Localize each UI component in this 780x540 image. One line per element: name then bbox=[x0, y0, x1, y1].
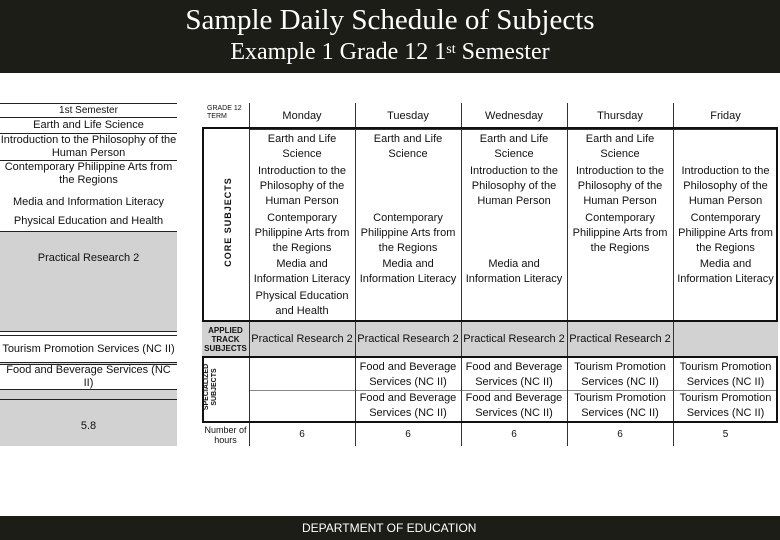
specialized-cell-text: Tourism Promotion Services (NC II) bbox=[679, 360, 772, 388]
applied-track-label-text: APPLIED TRACK SUBJECTS bbox=[204, 325, 247, 353]
schedule-cell-text: Media and Information Literacy bbox=[253, 258, 351, 285]
applied-cell-text: Practical Research 2 bbox=[251, 332, 353, 345]
semester-subject-text: Introduction to the Philosophy of the Human Person bbox=[0, 134, 177, 159]
hours-cell bbox=[249, 423, 355, 446]
specialized-cell-text: Food and Beverage Services (NC II) bbox=[359, 360, 457, 388]
semester-subject bbox=[0, 118, 177, 134]
hours-cell bbox=[673, 423, 778, 446]
hours-cell-text: 6 bbox=[511, 429, 517, 440]
subtitle-part-a: Example 1 Grade 12 1 bbox=[230, 39, 447, 65]
semester-total bbox=[0, 400, 177, 446]
schedule-cell-text: Contemporary Philippine Arts from the Regions bbox=[254, 211, 350, 254]
applied-track-label bbox=[202, 322, 249, 356]
core-subjects-label-text: CORE SUBJECTS bbox=[223, 177, 233, 267]
applied-cell-text: Practical Research 2 bbox=[569, 332, 671, 345]
semester-subject-text: Practical Research 2 bbox=[37, 252, 140, 264]
day-header-wednesday bbox=[461, 103, 567, 129]
day-header-text: Thursday bbox=[597, 109, 643, 122]
specialized-cell-text: Food and Beverage Services (NC II) bbox=[359, 391, 457, 419]
semester-subject bbox=[0, 161, 177, 187]
schedule-cell-text: Earth and Life Science bbox=[373, 132, 443, 160]
hours-cell bbox=[461, 423, 567, 446]
hours-label-text: Number of hours bbox=[204, 424, 247, 445]
applied-cell bbox=[673, 322, 778, 356]
schedule-cell-text: Introduction to the Philosophy of the Human Person bbox=[681, 164, 770, 207]
schedule-cell-text: Media and Information Literacy bbox=[677, 258, 774, 285]
schedule-cell-text: Earth and Life Science bbox=[585, 132, 655, 160]
semester-subject bbox=[0, 134, 177, 161]
day-header-thursday bbox=[567, 103, 673, 129]
applied-cell-text: Practical Research 2 bbox=[357, 332, 459, 345]
specialized-cell-text: Tourism Promotion Services (NC II) bbox=[574, 360, 666, 388]
semester-subject bbox=[0, 193, 177, 211]
specialized-cell-text: Food and Beverage Services (NC II) bbox=[465, 360, 563, 388]
hours-label bbox=[202, 423, 249, 446]
semester-total-text: 5.8 bbox=[80, 420, 97, 432]
subtitle-superscript: st bbox=[446, 42, 456, 57]
semester-subject bbox=[0, 212, 177, 232]
specialized-cell-text: Tourism Promotion Services (NC II) bbox=[574, 391, 666, 419]
page-subtitle bbox=[0, 37, 780, 67]
specialized-subjects-label-text: SPECIALIZED SUBJECTS bbox=[203, 363, 218, 411]
schedule-cell-text: Contemporary Philippine Arts from the Regions bbox=[360, 211, 456, 254]
subtitle-part-b: Semester bbox=[455, 39, 550, 65]
semester-subject bbox=[0, 365, 177, 390]
semester-subject-text: Food and Beverage Services (NC II) bbox=[6, 364, 171, 389]
hours-cell bbox=[355, 423, 461, 446]
schedule-cell-text: Earth and Life Science bbox=[479, 132, 549, 160]
applied-cell bbox=[249, 322, 355, 356]
applied-cell bbox=[355, 322, 461, 356]
semester-heading bbox=[0, 103, 177, 118]
specialized-subjects-outline bbox=[202, 356, 778, 423]
semester-gap-row bbox=[0, 390, 177, 400]
schedule-cell-text: Introduction to the Philosophy of the Human Person bbox=[257, 164, 347, 207]
semester-heading-text: 1st Semester bbox=[59, 105, 118, 116]
semester-subject-column bbox=[0, 103, 177, 446]
weekly-schedule-table bbox=[202, 103, 778, 446]
day-header-tuesday bbox=[355, 103, 461, 129]
schedule-cell-text: Contemporary Philippine Arts from the Regions bbox=[678, 211, 773, 254]
specialized-cell-text: Tourism Promotion Services (NC II) bbox=[679, 391, 772, 419]
schedule-cell-text: Introduction to the Philosophy of the Human Person bbox=[469, 164, 559, 207]
day-header-monday bbox=[249, 103, 355, 129]
footer-text: DEPARTMENT OF EDUCATION bbox=[302, 521, 477, 535]
core-subjects-outline bbox=[202, 127, 778, 322]
semester-subject-text: Contemporary Philippine Arts from the Regions bbox=[4, 161, 173, 186]
day-header-text: Monday bbox=[282, 109, 322, 122]
slide-header bbox=[0, 0, 780, 73]
grade-term-corner-text: GRADE 12 TERM bbox=[207, 105, 242, 120]
applied-cell bbox=[461, 322, 567, 356]
hours-cell-text: 6 bbox=[405, 429, 411, 440]
semester-subject-text: Media and Information Literacy bbox=[12, 195, 165, 208]
semester-subject-text: Earth and Life Science bbox=[33, 119, 144, 131]
day-header-text: Tuesday bbox=[387, 109, 429, 122]
hours-cell bbox=[567, 423, 673, 446]
semester-applied-subject bbox=[0, 232, 177, 332]
schedule-cell-text: Introduction to the Philosophy of the Human Person bbox=[575, 164, 665, 207]
page-title: Sample Daily Schedule of Subjects bbox=[185, 4, 595, 36]
hours-cell-text: 6 bbox=[617, 429, 623, 440]
applied-cell-text: Practical Research 2 bbox=[463, 332, 565, 345]
grade-term-corner bbox=[204, 105, 252, 127]
semester-subject-text: Tourism Promotion Services (NC II) bbox=[2, 342, 175, 355]
semester-subject-text: Physical Education and Health bbox=[13, 215, 164, 227]
specialized-cell-text: Food and Beverage Services (NC II) bbox=[465, 391, 563, 419]
hours-cell-text: 6 bbox=[299, 429, 305, 440]
day-header-friday bbox=[673, 103, 778, 129]
schedule-cell-text: Physical Education and Health bbox=[255, 290, 349, 317]
day-header-text: Wednesday bbox=[485, 109, 543, 122]
schedule-cell-text: Media and Information Literacy bbox=[465, 258, 563, 285]
semester-subject bbox=[0, 336, 177, 363]
day-header-text: Friday bbox=[710, 109, 741, 122]
schedule-cell-text: Earth and Life Science bbox=[267, 132, 337, 160]
schedule-cell-text: Contemporary Philippine Arts from the Regions bbox=[572, 211, 668, 254]
applied-cell bbox=[567, 322, 673, 356]
schedule-cell-text: Media and Information Literacy bbox=[359, 258, 457, 285]
slide-footer bbox=[0, 516, 780, 540]
hours-cell-text: 5 bbox=[722, 429, 729, 440]
